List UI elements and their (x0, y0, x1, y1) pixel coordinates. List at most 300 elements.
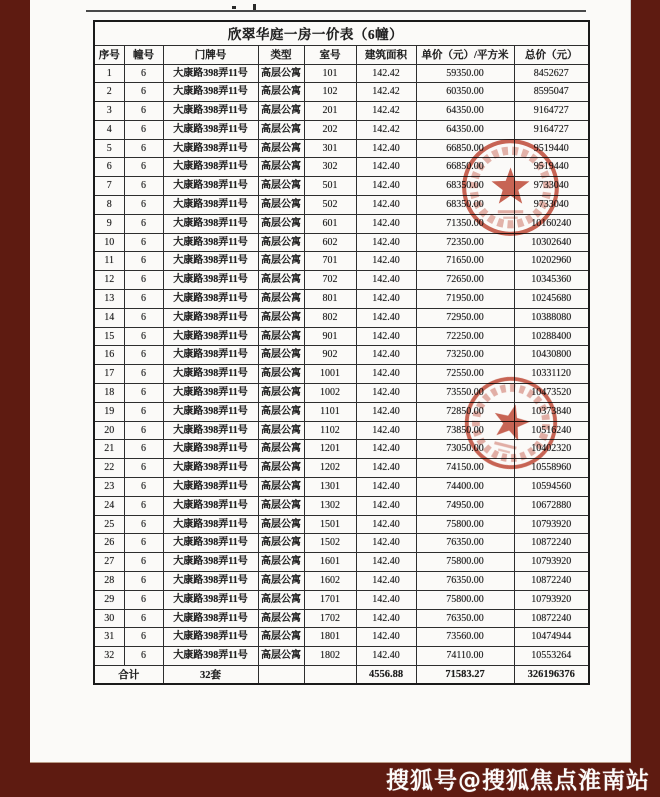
cell-area: 142.40 (356, 515, 416, 534)
cell-unit-price: 75800.00 (416, 553, 514, 572)
cell-room: 701 (304, 252, 356, 271)
cell-type: 高层公寓 (258, 102, 304, 121)
cell-address: 大康路398弄11号 (163, 308, 258, 327)
cell-seq: 32 (94, 647, 124, 666)
table-row (94, 534, 589, 553)
total-row (94, 666, 589, 684)
cell-unit-price: 71350.00 (416, 214, 514, 233)
cell-total-price: 10793920 (514, 590, 589, 609)
cell-area: 142.42 (356, 120, 416, 139)
total-price-sum: 326196376 (514, 666, 589, 684)
cell-seq: 16 (94, 346, 124, 365)
cell-address: 大康路398弄11号 (163, 459, 258, 478)
cell-address: 大康路398弄11号 (163, 139, 258, 158)
cell-unit-price: 73560.00 (416, 628, 514, 647)
cell-type: 高层公寓 (258, 214, 304, 233)
cell-seq: 31 (94, 628, 124, 647)
cell-area: 142.40 (356, 609, 416, 628)
cell-address: 大康路398弄11号 (163, 290, 258, 309)
cell-area: 142.40 (356, 478, 416, 497)
cell-seq: 4 (94, 120, 124, 139)
table-row (94, 647, 589, 666)
table-title-row (94, 21, 589, 45)
cell-area: 142.40 (356, 384, 416, 403)
cell-total-price: 10558960 (514, 459, 589, 478)
header-unit-price: 单价（元）/平方米 (416, 45, 514, 64)
cell-unit-price: 68350.00 (416, 196, 514, 215)
cell-address: 大康路398弄11号 (163, 233, 258, 252)
cell-type: 高层公寓 (258, 459, 304, 478)
cell-building: 6 (124, 459, 163, 478)
cell-address: 大康路398弄11号 (163, 177, 258, 196)
cell-total-price: 9519440 (514, 158, 589, 177)
cell-area: 142.40 (356, 421, 416, 440)
cell-room: 302 (304, 158, 356, 177)
cell-type: 高层公寓 (258, 196, 304, 215)
cell-total-price: 9733040 (514, 196, 589, 215)
cell-type: 高层公寓 (258, 609, 304, 628)
cell-unit-price: 72850.00 (416, 402, 514, 421)
cell-area: 142.40 (356, 196, 416, 215)
cell-unit-price: 60350.00 (416, 83, 514, 102)
document-page (30, 0, 631, 762)
cell-address: 大康路398弄11号 (163, 478, 258, 497)
cell-seq: 25 (94, 515, 124, 534)
cell-area: 142.40 (356, 402, 416, 421)
table-row (94, 83, 589, 102)
cell-address: 大康路398弄11号 (163, 196, 258, 215)
table-row (94, 572, 589, 591)
cell-total-price: 9733040 (514, 177, 589, 196)
cell-total-price: 10288400 (514, 327, 589, 346)
cell-type: 高层公寓 (258, 647, 304, 666)
cell-seq: 26 (94, 534, 124, 553)
table-row (94, 515, 589, 534)
table-row (94, 64, 589, 83)
cell-area: 142.40 (356, 459, 416, 478)
cell-area: 142.40 (356, 177, 416, 196)
cell-total-price: 10553264 (514, 647, 589, 666)
table-row (94, 609, 589, 628)
table-header-row (94, 45, 589, 64)
cell-seq: 24 (94, 496, 124, 515)
header-room: 室号 (304, 45, 356, 64)
total-units: 32套 (163, 666, 258, 684)
cell-type: 高层公寓 (258, 271, 304, 290)
table-row (94, 102, 589, 121)
cell-room: 1602 (304, 572, 356, 591)
cell-type: 高层公寓 (258, 327, 304, 346)
cell-type: 高层公寓 (258, 478, 304, 497)
cell-area: 142.40 (356, 290, 416, 309)
cell-seq: 2 (94, 83, 124, 102)
cell-address: 大康路398弄11号 (163, 440, 258, 459)
cell-building: 6 (124, 214, 163, 233)
cell-seq: 22 (94, 459, 124, 478)
cell-type: 高层公寓 (258, 64, 304, 83)
sohu-watermark-text: 搜狐号@搜狐焦点淮南站 (386, 768, 650, 794)
cell-seq: 17 (94, 365, 124, 384)
cell-total-price: 10245680 (514, 290, 589, 309)
cell-seq: 20 (94, 421, 124, 440)
cell-building: 6 (124, 120, 163, 139)
cell-type: 高层公寓 (258, 515, 304, 534)
cell-room: 601 (304, 214, 356, 233)
cell-room: 901 (304, 327, 356, 346)
cell-total-price: 10594560 (514, 478, 589, 497)
cell-unit-price: 74150.00 (416, 459, 514, 478)
cell-type: 高层公寓 (258, 139, 304, 158)
cell-seq: 6 (94, 158, 124, 177)
table-row (94, 590, 589, 609)
cell-room: 702 (304, 271, 356, 290)
cell-area: 142.40 (356, 271, 416, 290)
cell-area: 142.40 (356, 365, 416, 384)
cell-seq: 11 (94, 252, 124, 271)
cell-unit-price: 72350.00 (416, 233, 514, 252)
cell-unit-price: 76350.00 (416, 572, 514, 591)
cell-address: 大康路398弄11号 (163, 590, 258, 609)
cell-building: 6 (124, 158, 163, 177)
cell-address: 大康路398弄11号 (163, 515, 258, 534)
cell-address: 大康路398弄11号 (163, 496, 258, 515)
cell-seq: 9 (94, 214, 124, 233)
table-row (94, 496, 589, 515)
price-table (93, 20, 590, 685)
cell-unit-price: 66850.00 (416, 158, 514, 177)
cell-address: 大康路398弄11号 (163, 252, 258, 271)
cell-seq: 29 (94, 590, 124, 609)
cell-room: 1802 (304, 647, 356, 666)
header-seq: 序号 (94, 45, 124, 64)
cell-total-price: 10872240 (514, 534, 589, 553)
cell-unit-price: 64350.00 (416, 120, 514, 139)
cell-building: 6 (124, 139, 163, 158)
cell-area: 142.40 (356, 647, 416, 666)
cell-room: 1202 (304, 459, 356, 478)
cell-unit-price: 72650.00 (416, 271, 514, 290)
cell-type: 高层公寓 (258, 572, 304, 591)
cell-area: 142.42 (356, 102, 416, 121)
cell-area: 142.40 (356, 572, 416, 591)
cell-address: 大康路398弄11号 (163, 553, 258, 572)
cell-address: 大康路398弄11号 (163, 158, 258, 177)
cell-building: 6 (124, 440, 163, 459)
cell-area: 142.42 (356, 64, 416, 83)
total-empty-type (258, 666, 304, 684)
cell-building: 6 (124, 496, 163, 515)
cell-area: 142.40 (356, 553, 416, 572)
table-row (94, 327, 589, 346)
cell-total-price: 10402320 (514, 440, 589, 459)
total-empty-room (304, 666, 356, 684)
cell-type: 高层公寓 (258, 308, 304, 327)
cell-room: 1702 (304, 609, 356, 628)
cell-area: 142.40 (356, 346, 416, 365)
cell-address: 大康路398弄11号 (163, 402, 258, 421)
cell-seq: 21 (94, 440, 124, 459)
cell-type: 高层公寓 (258, 553, 304, 572)
cell-address: 大康路398弄11号 (163, 421, 258, 440)
cell-room: 202 (304, 120, 356, 139)
scan-artifact-dot (253, 4, 256, 10)
cell-total-price: 10302640 (514, 233, 589, 252)
cell-type: 高层公寓 (258, 346, 304, 365)
cell-address: 大康路398弄11号 (163, 327, 258, 346)
cell-room: 802 (304, 308, 356, 327)
table-row (94, 628, 589, 647)
official-seal-stamp (456, 133, 565, 242)
cell-room: 201 (304, 102, 356, 121)
cell-total-price: 10672880 (514, 496, 589, 515)
cell-type: 高层公寓 (258, 177, 304, 196)
header-building: 幢号 (124, 45, 163, 64)
table-row (94, 252, 589, 271)
cell-building: 6 (124, 402, 163, 421)
cell-area: 142.40 (356, 308, 416, 327)
cell-total-price: 10474944 (514, 628, 589, 647)
cell-type: 高层公寓 (258, 365, 304, 384)
cell-unit-price: 73250.00 (416, 346, 514, 365)
cell-room: 101 (304, 64, 356, 83)
cell-area: 142.40 (356, 590, 416, 609)
cell-building: 6 (124, 421, 163, 440)
cell-building: 6 (124, 102, 163, 121)
cell-building: 6 (124, 384, 163, 403)
cell-area: 142.40 (356, 233, 416, 252)
cell-area: 142.40 (356, 496, 416, 515)
header-total-price: 总价（元） (514, 45, 589, 64)
cell-type: 高层公寓 (258, 83, 304, 102)
cell-building: 6 (124, 572, 163, 591)
cell-unit-price: 73850.00 (416, 421, 514, 440)
cell-type: 高层公寓 (258, 496, 304, 515)
cell-address: 大康路398弄11号 (163, 628, 258, 647)
cell-room: 1301 (304, 478, 356, 497)
cell-building: 6 (124, 271, 163, 290)
cell-total-price: 10872240 (514, 572, 589, 591)
cell-seq: 30 (94, 609, 124, 628)
cell-type: 高层公寓 (258, 158, 304, 177)
total-area: 4556.88 (356, 666, 416, 684)
cell-building: 6 (124, 196, 163, 215)
header-area: 建筑面积 (356, 45, 416, 64)
total-label: 合计 (94, 666, 163, 684)
cell-total-price: 10793920 (514, 553, 589, 572)
cell-seq: 19 (94, 402, 124, 421)
cell-seq: 7 (94, 177, 124, 196)
cell-building: 6 (124, 590, 163, 609)
cell-total-price: 9519440 (514, 139, 589, 158)
cell-type: 高层公寓 (258, 384, 304, 403)
cell-building: 6 (124, 628, 163, 647)
cell-building: 6 (124, 609, 163, 628)
cell-seq: 10 (94, 233, 124, 252)
cell-address: 大康路398弄11号 (163, 609, 258, 628)
cell-type: 高层公寓 (258, 628, 304, 647)
cell-type: 高层公寓 (258, 233, 304, 252)
cell-unit-price: 71650.00 (416, 252, 514, 271)
cell-address: 大康路398弄11号 (163, 384, 258, 403)
cell-address: 大康路398弄11号 (163, 572, 258, 591)
cell-room: 1701 (304, 590, 356, 609)
cell-room: 1601 (304, 553, 356, 572)
cell-room: 1201 (304, 440, 356, 459)
cell-building: 6 (124, 327, 163, 346)
cell-type: 高层公寓 (258, 534, 304, 553)
cell-area: 142.42 (356, 83, 416, 102)
cell-unit-price: 72550.00 (416, 365, 514, 384)
cell-area: 142.40 (356, 139, 416, 158)
cell-total-price: 8595047 (514, 83, 589, 102)
cell-total-price: 10430800 (514, 346, 589, 365)
cell-type: 高层公寓 (258, 440, 304, 459)
cell-address: 大康路398弄11号 (163, 83, 258, 102)
cell-type: 高层公寓 (258, 120, 304, 139)
cell-unit-price: 76350.00 (416, 609, 514, 628)
cell-address: 大康路398弄11号 (163, 365, 258, 384)
cell-unit-price: 74400.00 (416, 478, 514, 497)
cell-seq: 12 (94, 271, 124, 290)
cell-room: 1501 (304, 515, 356, 534)
cell-total-price: 8452627 (514, 64, 589, 83)
cell-unit-price: 66850.00 (416, 139, 514, 158)
cell-total-price: 10202960 (514, 252, 589, 271)
cell-unit-price: 73050.00 (416, 440, 514, 459)
cell-seq: 14 (94, 308, 124, 327)
cell-building: 6 (124, 177, 163, 196)
cell-unit-price: 71950.00 (416, 290, 514, 309)
table-row (94, 553, 589, 572)
cell-building: 6 (124, 233, 163, 252)
cell-room: 501 (304, 177, 356, 196)
table-row (94, 346, 589, 365)
cell-total-price: 10793920 (514, 515, 589, 534)
cell-building: 6 (124, 252, 163, 271)
cell-unit-price: 74110.00 (416, 647, 514, 666)
cell-room: 502 (304, 196, 356, 215)
cell-seq: 18 (94, 384, 124, 403)
cell-type: 高层公寓 (258, 590, 304, 609)
cell-seq: 13 (94, 290, 124, 309)
cell-unit-price: 76350.00 (416, 534, 514, 553)
table-row (94, 308, 589, 327)
cell-building: 6 (124, 290, 163, 309)
scan-artifact-line (86, 10, 586, 12)
cell-unit-price: 68350.00 (416, 177, 514, 196)
cell-seq: 28 (94, 572, 124, 591)
cell-area: 142.40 (356, 440, 416, 459)
cell-address: 大康路398弄11号 (163, 64, 258, 83)
cell-building: 6 (124, 346, 163, 365)
table-row (94, 271, 589, 290)
cell-building: 6 (124, 534, 163, 553)
cell-total-price: 10388080 (514, 308, 589, 327)
cell-room: 1002 (304, 384, 356, 403)
cell-room: 1101 (304, 402, 356, 421)
cell-unit-price: 75800.00 (416, 515, 514, 534)
cell-unit-price: 73550.00 (416, 384, 514, 403)
cell-area: 142.40 (356, 214, 416, 233)
cell-unit-price: 74950.00 (416, 496, 514, 515)
table-row (94, 290, 589, 309)
cell-type: 高层公寓 (258, 252, 304, 271)
cell-seq: 27 (94, 553, 124, 572)
cell-room: 902 (304, 346, 356, 365)
cell-address: 大康路398弄11号 (163, 214, 258, 233)
cell-room: 1001 (304, 365, 356, 384)
cell-room: 102 (304, 83, 356, 102)
cell-address: 大康路398弄11号 (163, 120, 258, 139)
cell-room: 301 (304, 139, 356, 158)
cell-total-price: 9164727 (514, 120, 589, 139)
cell-seq: 23 (94, 478, 124, 497)
cell-room: 1502 (304, 534, 356, 553)
cell-seq: 3 (94, 102, 124, 121)
cell-area: 142.40 (356, 534, 416, 553)
cell-address: 大康路398弄11号 (163, 271, 258, 290)
cell-unit-price: 59350.00 (416, 64, 514, 83)
cell-room: 801 (304, 290, 356, 309)
cell-total-price: 10516240 (514, 421, 589, 440)
cell-unit-price: 64350.00 (416, 102, 514, 121)
cell-unit-price: 75800.00 (416, 590, 514, 609)
cell-total-price: 10872240 (514, 609, 589, 628)
cell-room: 1102 (304, 421, 356, 440)
cell-area: 142.40 (356, 158, 416, 177)
cell-seq: 1 (94, 64, 124, 83)
cell-address: 大康路398弄11号 (163, 102, 258, 121)
cell-building: 6 (124, 553, 163, 572)
cell-room: 1302 (304, 496, 356, 515)
cell-type: 高层公寓 (258, 421, 304, 440)
cell-seq: 15 (94, 327, 124, 346)
cell-total-price: 10373840 (514, 402, 589, 421)
cell-seq: 5 (94, 139, 124, 158)
cell-total-price: 10473520 (514, 384, 589, 403)
scan-artifact-dot (232, 6, 236, 9)
cell-building: 6 (124, 478, 163, 497)
cell-address: 大康路398弄11号 (163, 346, 258, 365)
cell-building: 6 (124, 64, 163, 83)
cell-unit-price: 72950.00 (416, 308, 514, 327)
page-title: 欣翠华庭一房一价表（6幢） (94, 21, 589, 45)
cell-area: 142.40 (356, 628, 416, 647)
cell-building: 6 (124, 365, 163, 384)
cell-total-price: 10345360 (514, 271, 589, 290)
table-row (94, 478, 589, 497)
cell-type: 高层公寓 (258, 402, 304, 421)
total-avg-unit-price: 71583.27 (416, 666, 514, 684)
cell-building: 6 (124, 647, 163, 666)
cell-total-price: 10160240 (514, 214, 589, 233)
cell-total-price: 10331120 (514, 365, 589, 384)
cell-type: 高层公寓 (258, 290, 304, 309)
cell-seq: 8 (94, 196, 124, 215)
cell-unit-price: 72250.00 (416, 327, 514, 346)
cell-room: 602 (304, 233, 356, 252)
header-address: 门牌号 (163, 45, 258, 64)
cell-building: 6 (124, 515, 163, 534)
cell-address: 大康路398弄11号 (163, 534, 258, 553)
cell-building: 6 (124, 308, 163, 327)
header-type: 类型 (258, 45, 304, 64)
cell-area: 142.40 (356, 327, 416, 346)
cell-building: 6 (124, 83, 163, 102)
cell-area: 142.40 (356, 252, 416, 271)
cell-total-price: 9164727 (514, 102, 589, 121)
cell-room: 1801 (304, 628, 356, 647)
